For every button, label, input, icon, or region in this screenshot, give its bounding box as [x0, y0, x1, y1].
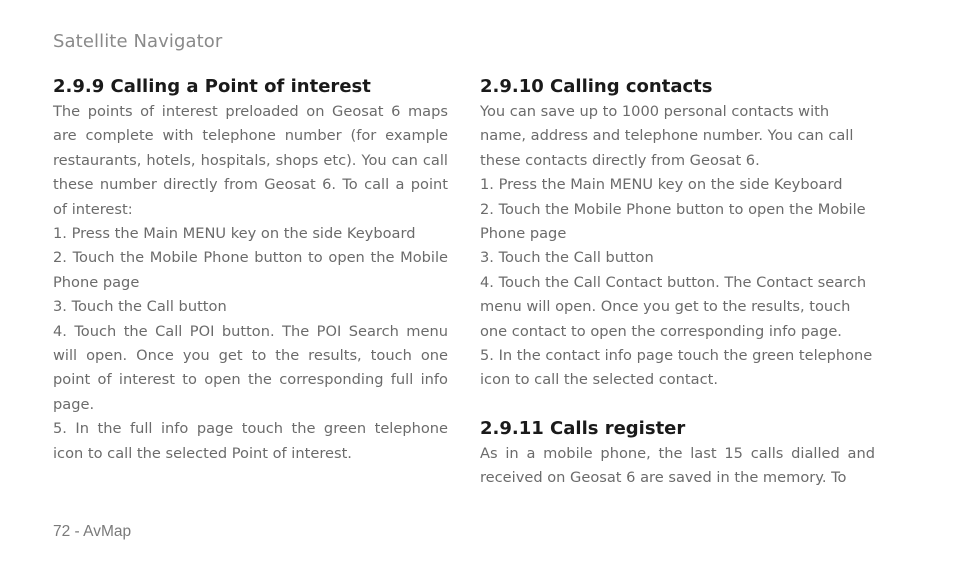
left-column	[53, 74, 448, 466]
right-column	[480, 74, 875, 491]
step-item: 2. Touch the Mobile Phone button to open the Mobile Phone page	[53, 249, 448, 291]
step-item: 2. Touch the Mobile Phone button to open the Mobile Phone page	[480, 200, 866, 243]
step-item: 4. Touch the Call POI button. The POI Search menu will open. Once you get to the results, touch one point of interest to open the corresponding full info page.	[53, 322, 448, 413]
paragraph-contacts-intro: You can save up to 1000 personal contacts with name, address and telephone number. You can call these contacts directly from Geosat 6.	[480, 103, 854, 169]
page-footer: 72 - AvMap	[53, 523, 132, 540]
step-item: 1. Press the Main MENU key on the side Keyboard	[480, 176, 843, 194]
step-item: 3. Touch the Call button	[53, 298, 227, 316]
paragraph-calls-register-intro: As in a mobile phone, the last 15 calls dialled and received on Geosat 6 are saved in the memory. To	[480, 444, 875, 487]
step-item: 3. Touch the Call button	[480, 249, 654, 267]
section-heading-calls-register: 2.9.11 Calls register	[480, 417, 686, 439]
section-heading-calling-contacts: 2.9.10 Calling contacts	[480, 76, 713, 97]
step-item: 5. In the contact info page touch the green telephone icon to call the selected contact.	[480, 347, 873, 389]
step-item: 1. Press the Main MENU key on the side Keyboard	[53, 225, 416, 243]
step-item: 5. In the full info page touch the green telephone icon to call the selected Point of interest.	[53, 420, 448, 462]
step-item: 4. Touch the Call Contact button. The Contact search menu will open. Once you get to the results, touch one contact to open the corresponding info page.	[480, 273, 867, 340]
section-heading-calling-poi: 2.9.9 Calling a Point of interest	[53, 76, 371, 97]
running-header: Satellite Navigator	[53, 31, 223, 52]
paragraph-poi-intro: The points of interest preloaded on Geosat 6 maps are complete with telephone number (for example restaurants, hotels, hospitals, shops etc). You can call these number directly from Geosat 6. To call a point of interest:	[53, 103, 448, 218]
section-spacer	[480, 393, 875, 416]
